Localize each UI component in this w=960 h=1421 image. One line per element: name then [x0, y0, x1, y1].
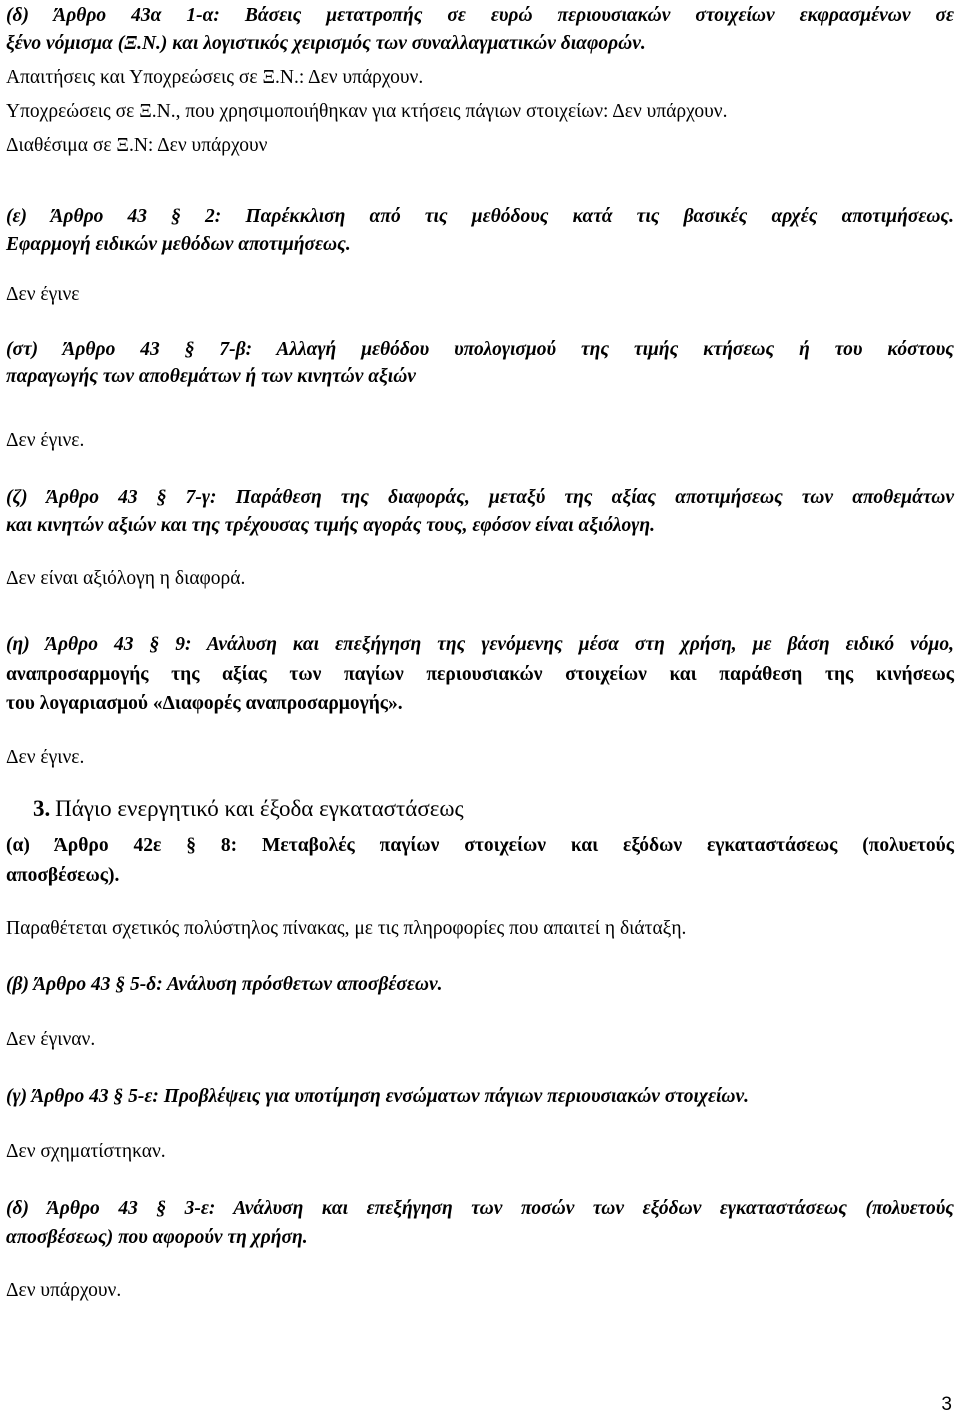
- answer-st: Δεν έγινε.: [6, 430, 85, 451]
- answer-eta: Δεν έγινε.: [6, 747, 85, 768]
- heading-st-line1: (στ) Άρθρο 43 § 7-β: Αλλαγή μεθόδου υπολογισμού της τιμής κτήσεως ή του κόστους: [6, 339, 954, 360]
- heading-delta-line1: (δ) Άρθρο 43α 1-α: Βάσεις μετατροπής σε ευρώ περιουσιακών στοιχείων εκφρασμένων σε: [6, 5, 954, 26]
- answer-zeta: Δεν είναι αξιόλογη η διαφορά.: [6, 568, 246, 589]
- heading-epsilon-line2: Εφαρμογή ειδικών μεθόδων αποτιμήσεως.: [6, 234, 351, 255]
- heading-eta-line2: αναπροσαρμογής της αξίας των παγίων περιουσιακών στοιχείων και παράθεση της κινήσεως: [6, 664, 954, 685]
- page-number: 3: [941, 1394, 952, 1415]
- heading-alpha-line1: (α) Άρθρο 42ε § 8: Μεταβολές παγίων στοιχείων και εξόδων εγκαταστάσεως (πολυετούς: [6, 835, 954, 856]
- answer-delta2: Δεν υπάρχουν.: [6, 1280, 122, 1301]
- heading-zeta-line1: (ζ) Άρθρο 43 § 7-γ: Παράθεση της διαφοράς, μεταξύ της αξίας αποτιμήσεως των αποθεμάτων: [6, 487, 954, 508]
- heading-delta2-line2: αποσβέσεως) που αφορούν τη χρήση.: [6, 1227, 308, 1248]
- heading-epsilon-line1: (ε) Άρθρο 43 § 2: Παρέκκλιση από τις μεθόδους κατά τις βασικές αρχές αποτιμήσεως.: [6, 206, 954, 227]
- heading-beta: (β) Άρθρο 43 § 5-δ: Ανάλυση πρόσθετων αποσβέσεων.: [6, 974, 443, 995]
- heading-delta-line2: ξένο νόμισμα (Ξ.Ν.) και λογιστικός χειρισμός των συναλλαγματικών διαφορών.: [6, 33, 646, 54]
- answer-epsilon: Δεν έγινε: [6, 284, 80, 305]
- section-title: Πάγιο ενεργητικό και έξοδα εγκαταστάσεως: [55, 796, 464, 821]
- answer-cash: Διαθέσιμα σε Ξ.Ν: Δεν υπάρχουν: [6, 135, 268, 156]
- heading-eta-line1: (η) Άρθρο 43 § 9: Ανάλυση και επεξήγηση της γενόμενης μέσα στη χρήση, με βάση ειδικό νόμο,: [6, 634, 954, 655]
- heading-delta2-line1: (δ) Άρθρο 43 § 3-ε: Ανάλυση και επεξήγηση των ποσών των εξόδων εγκαταστάσεως (πολυετούς: [6, 1198, 954, 1219]
- section-3-heading: [33, 795, 933, 825]
- answer-alpha: Παραθέτεται σχετικός πολύστηλος πίνακας, με τις πληροφορίες που απαιτεί η διάταξη.: [6, 918, 687, 939]
- section-number: 3.: [33, 796, 51, 821]
- answer-beta: Δεν έγιναν.: [6, 1029, 96, 1050]
- heading-gamma: (γ) Άρθρο 43 § 5-ε: Προβλέψεις για υποτίμηση ενσώματων πάγιων περιουσιακών στοιχείων.: [6, 1086, 749, 1107]
- answer-liabilities: Υποχρεώσεις σε Ξ.Ν., που χρησιμοποιήθηκαν για κτήσεις πάγιων στοιχείων: Δεν υπάρχουν.: [6, 101, 728, 122]
- answer-receivables: Απαιτήσεις και Υποχρεώσεις σε Ξ.Ν.: Δεν υπάρχουν.: [6, 67, 424, 88]
- heading-eta-line3: του λογαριασμού «Διαφορές αναπροσαρμογής».: [6, 693, 403, 714]
- heading-zeta-line2: και κινητών αξιών και της τρέχουσας τιμής αγοράς τους, εφόσον είναι αξιόλογη.: [6, 515, 655, 536]
- heading-alpha-line2: αποσβέσεως).: [6, 865, 120, 886]
- heading-st-line2: παραγωγής των αποθεμάτων ή των κινητών αξιών: [6, 366, 416, 387]
- answer-gamma: Δεν σχηματίστηκαν.: [6, 1141, 166, 1162]
